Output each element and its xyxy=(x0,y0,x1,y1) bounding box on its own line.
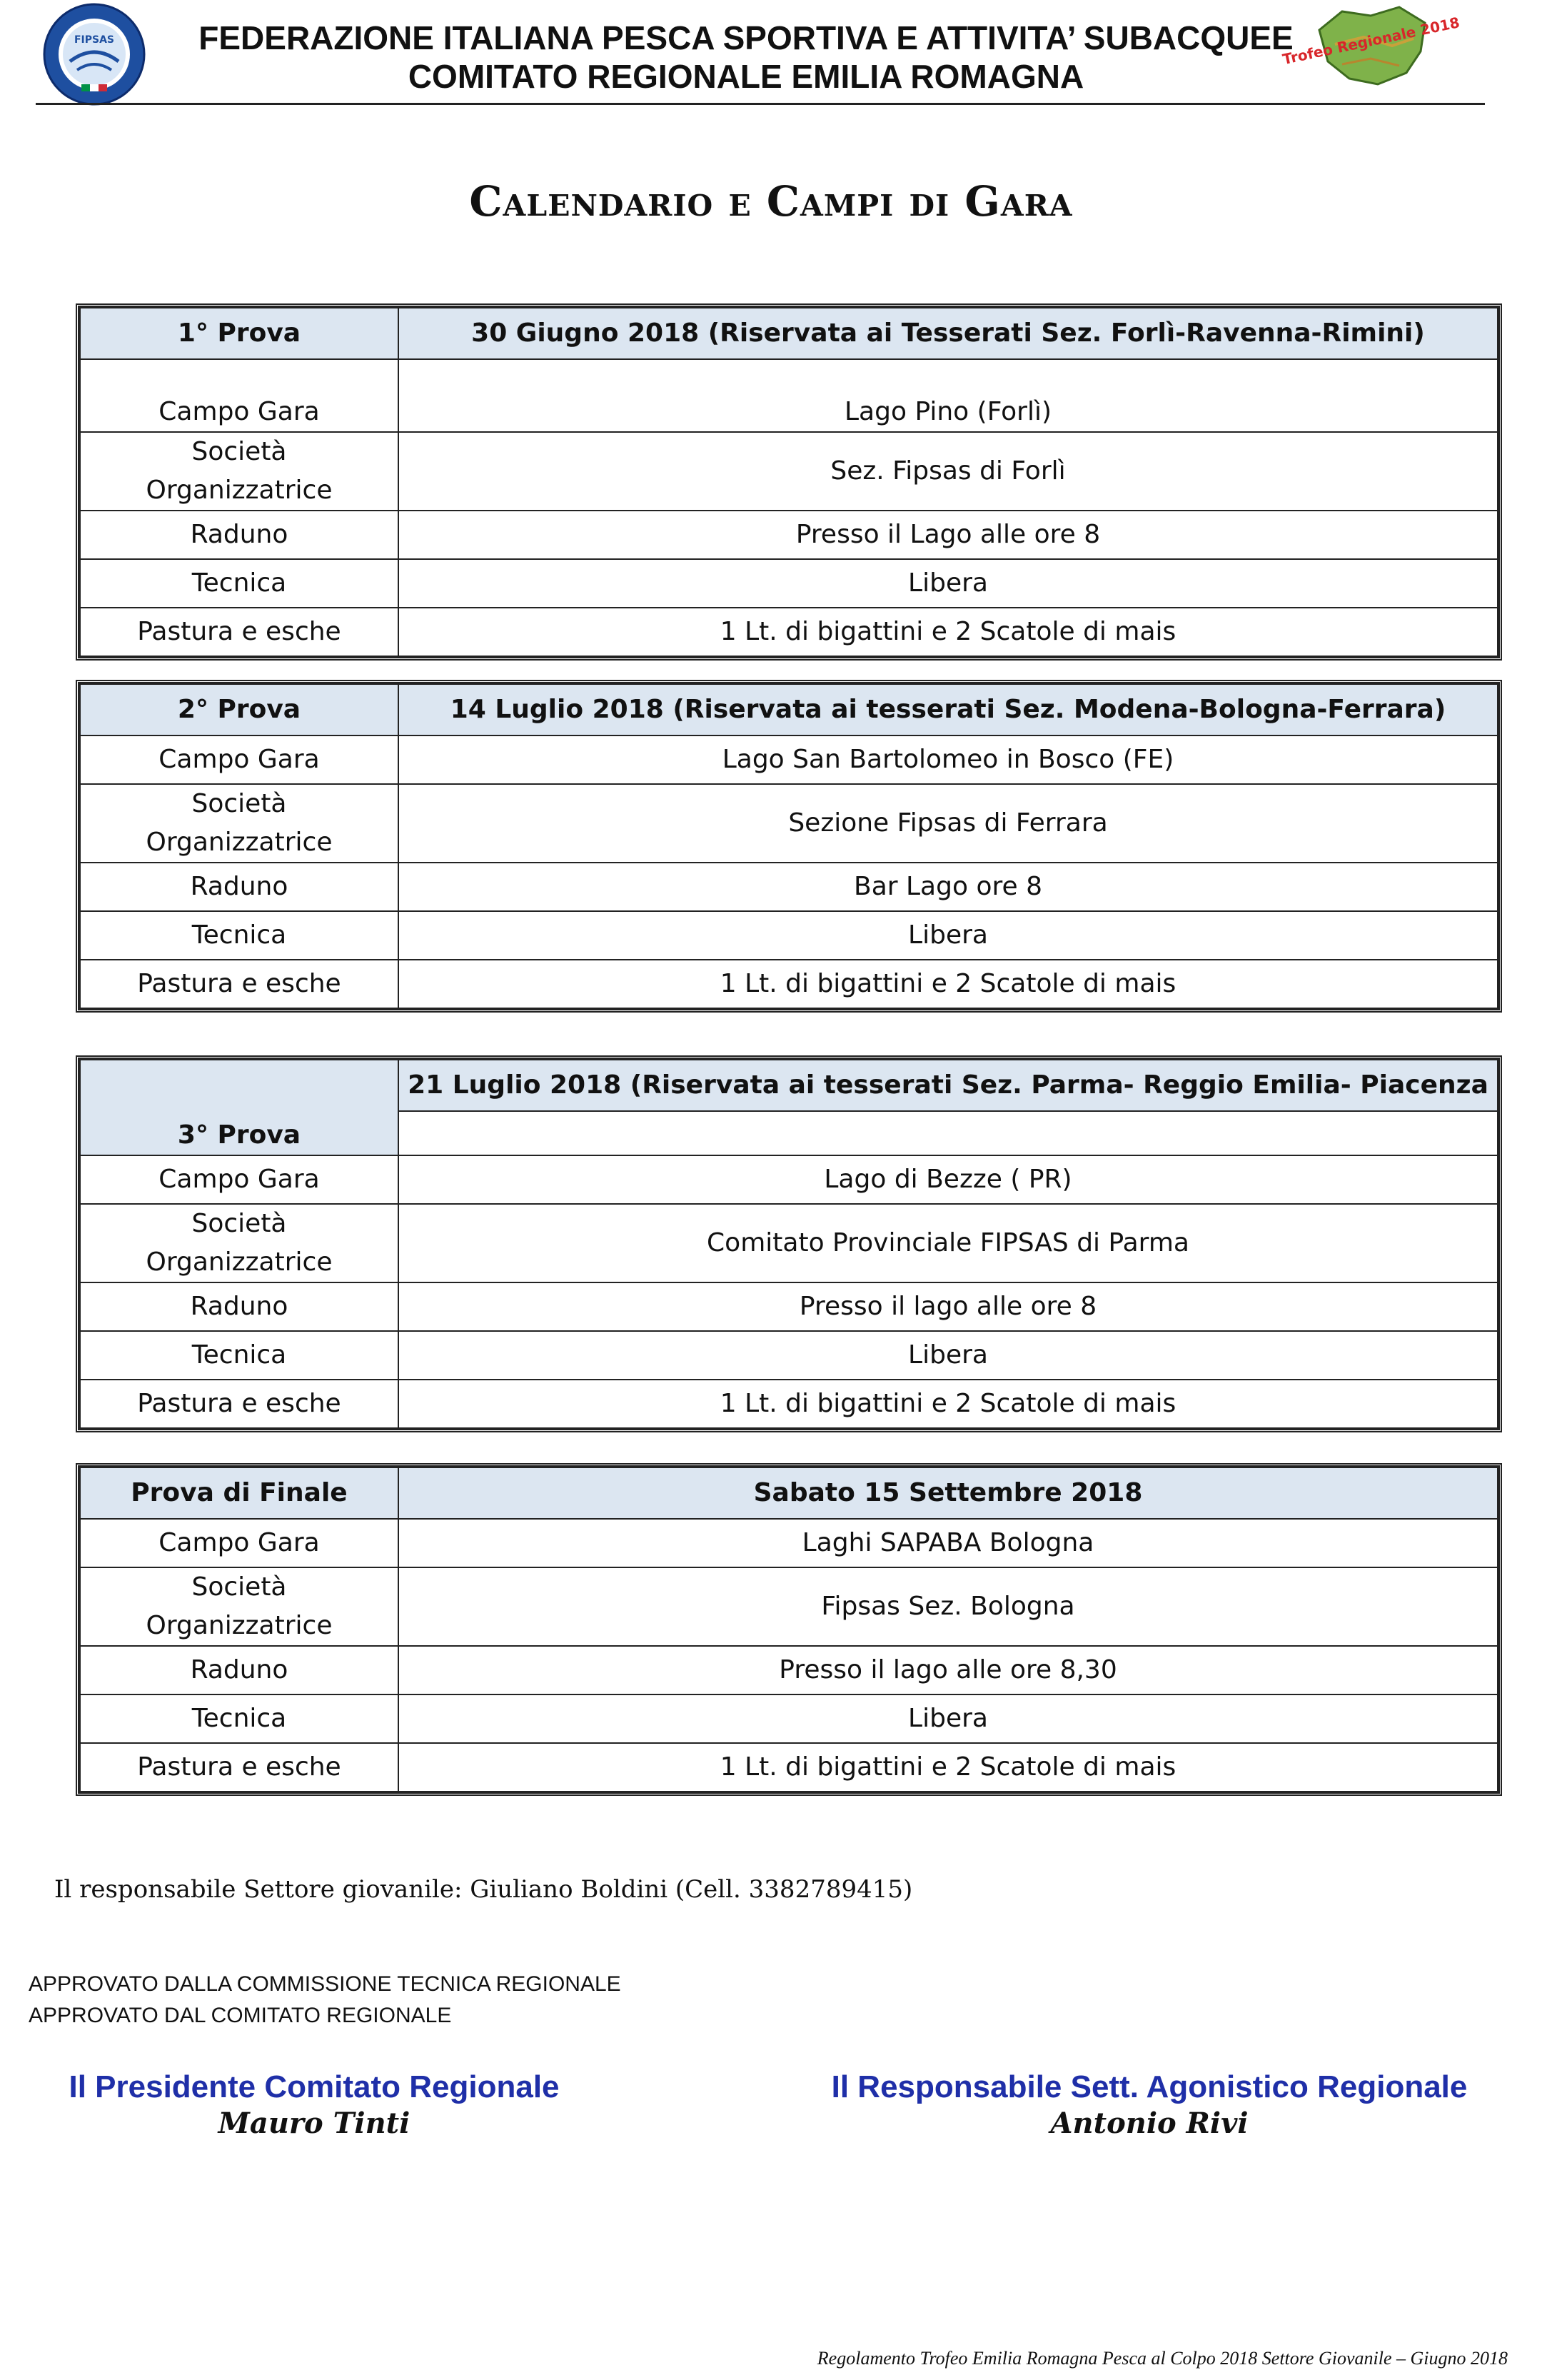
societa-label: Società Organizzatrice xyxy=(80,432,398,511)
prova-1-table xyxy=(76,303,1502,661)
page-footnote: Regolamento Trofeo Emilia Romagna Pesca al Colpo 2018 Settore Giovanile – Giugno 2018 xyxy=(817,2348,1508,2369)
header-line-1: FEDERAZIONE ITALIANA PESCA SPORTIVA E ATTIVITA’ SUBACQUEE xyxy=(198,19,1294,56)
prova-2-table xyxy=(76,680,1502,1013)
prova-3-name: 3° Prova xyxy=(80,1060,398,1155)
tecnica-label: Tecnica xyxy=(80,559,398,608)
prova-3-societa: Comitato Provinciale FIPSAS di Parma xyxy=(398,1204,1498,1282)
fipsas-logo xyxy=(41,1,147,107)
prova-1-date: 30 Giugno 2018 (Riservata ai Tesserati Sez. Forlì-Ravenna-Rimini) xyxy=(398,308,1498,359)
prova-2-date: 14 Luglio 2018 (Riservata ai tesserati Sez. Modena-Bologna-Ferrara) xyxy=(398,684,1498,735)
prova-1-name: 1° Prova xyxy=(80,308,398,359)
approval-line-1: APPROVATO DALLA COMMISSIONE TECNICA REGIONALE xyxy=(29,1972,621,1996)
prova-2-pastura: 1 Lt. di bigattini e 2 Scatole di mais xyxy=(398,960,1498,1008)
trofeo-logo xyxy=(1281,1,1461,90)
prova-1-tecnica: Libera xyxy=(398,559,1498,608)
prova-2-name: 2° Prova xyxy=(80,684,398,735)
pastura-label: Pastura e esche xyxy=(80,608,398,656)
raduno-label: Raduno xyxy=(80,511,398,559)
prova-finale-name: Prova di Finale xyxy=(80,1467,398,1519)
prova-finale-date: Sabato 15 Settembre 2018 xyxy=(398,1467,1498,1519)
campo-label: Campo Gara xyxy=(80,735,398,784)
signature-right-role: Il Responsabile Sett. Agonistico Regionale xyxy=(831,2069,1468,2104)
signature-left-name: Mauro Tinti xyxy=(218,2107,410,2140)
prova-1-campo: Lago Pino (Forlì) xyxy=(398,359,1498,432)
prova-1-raduno: Presso il Lago alle ore 8 xyxy=(398,511,1498,559)
header-line-2: COMITATO REGIONALE EMILIA ROMAGNA xyxy=(408,58,1084,95)
prova-3-tecnica: Libera xyxy=(398,1331,1498,1380)
prova-3-pastura: 1 Lt. di bigattini e 2 Scatole di mais xyxy=(398,1380,1498,1428)
prova-finale-table xyxy=(76,1463,1502,1796)
pastura-label: Pastura e esche xyxy=(80,1380,398,1428)
pastura-label: Pastura e esche xyxy=(80,1743,398,1792)
societa-label: Società Organizzatrice xyxy=(80,1204,398,1282)
prova-3-date: 21 Luglio 2018 (Riservata ai tesserati Sez. Parma- Reggio Emilia- Piacenza xyxy=(398,1060,1498,1111)
prova-3-campo: Lago di Bezze ( PR) xyxy=(398,1155,1498,1204)
signature-left-role: Il Presidente Comitato Regionale xyxy=(69,2069,560,2104)
prova-3-raduno: Presso il lago alle ore 8 xyxy=(398,1282,1498,1331)
prova-2-societa: Sezione Fipsas di Ferrara xyxy=(398,784,1498,863)
prova-3-table xyxy=(76,1055,1502,1432)
tecnica-label: Tecnica xyxy=(80,1694,398,1743)
raduno-label: Raduno xyxy=(80,1646,398,1694)
signature-right-name: Antonio Rivi xyxy=(1050,2107,1249,2140)
prova-1-societa: Sez. Fipsas di Forlì xyxy=(398,432,1498,511)
page-title: Calendario e Campi di Gara xyxy=(469,177,1073,226)
campo-label: Campo Gara xyxy=(80,1155,398,1204)
prova-finale-raduno: Presso il lago alle ore 8,30 xyxy=(398,1646,1498,1694)
prova-finale-tecnica: Libera xyxy=(398,1694,1498,1743)
federation-header xyxy=(171,19,1321,96)
societa-label: Società Organizzatrice xyxy=(80,1567,398,1646)
tecnica-label: Tecnica xyxy=(80,1331,398,1380)
campo-label: Campo Gara xyxy=(80,1519,398,1567)
prova-2-campo: Lago San Bartolomeo in Bosco (FE) xyxy=(398,735,1498,784)
responsabile-settore-giovanile: Il responsabile Settore giovanile: Giuliano Boldini (Cell. 3382789415) xyxy=(54,1875,913,1904)
logo-left-text: FIPSAS xyxy=(74,34,115,46)
prova-finale-societa: Fipsas Sez. Bologna xyxy=(398,1567,1498,1646)
societa-label: Società Organizzatrice xyxy=(80,784,398,863)
pastura-label: Pastura e esche xyxy=(80,960,398,1008)
campo-label: Campo Gara xyxy=(80,359,398,432)
prova-2-raduno: Bar Lago ore 8 xyxy=(398,863,1498,911)
prova-2-tecnica: Libera xyxy=(398,911,1498,960)
logo-right-text: Trofeo Regionale 2018 xyxy=(1281,14,1461,69)
prova-finale-pastura: 1 Lt. di bigattini e 2 Scatole di mais xyxy=(398,1743,1498,1792)
prova-1-pastura: 1 Lt. di bigattini e 2 Scatole di mais xyxy=(398,608,1498,656)
tecnica-label: Tecnica xyxy=(80,911,398,960)
prova-finale-campo: Laghi SAPABA Bologna xyxy=(398,1519,1498,1567)
raduno-label: Raduno xyxy=(80,1282,398,1331)
prova-3-date-spacer xyxy=(398,1111,1498,1155)
approval-line-2: APPROVATO DAL COMITATO REGIONALE xyxy=(29,2004,452,2027)
header-divider xyxy=(36,103,1485,105)
raduno-label: Raduno xyxy=(80,863,398,911)
